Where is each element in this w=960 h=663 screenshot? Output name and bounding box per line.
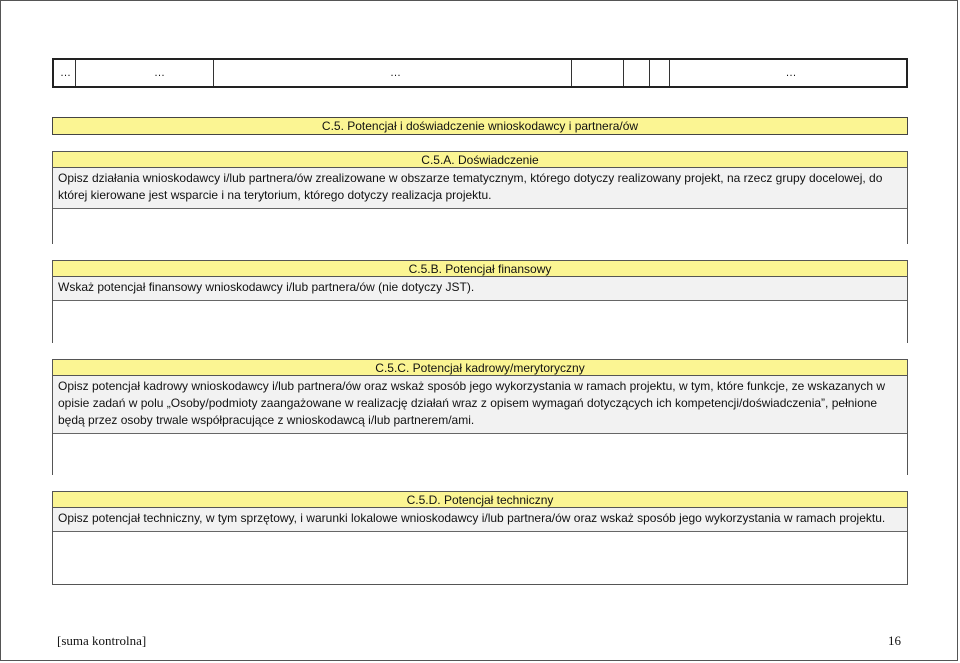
row-cell-7: … [785,67,797,79]
section-c5b-heading: C.5.B. Potencjał finansowy [53,261,907,277]
row-cell-2: … [76,60,214,86]
section-c5b [52,260,908,343]
checksum-label: [suma kontrolna] [57,633,147,648]
section-c5a-answer-field[interactable] [53,209,907,251]
row-cell-6 [650,60,670,86]
section-c5d-heading: C.5.D. Potencjał techniczny [53,492,907,508]
section-c5d-description: Opisz potencjał techniczny, w tym sprzętowy, i warunki lokalowe wnioskodawcy i/lub partnera/ów oraz wskaż sposób jego wykorzystania w ramach projektu. [53,508,907,532]
section-c5d-answer-field[interactable] [53,532,907,582]
section-c5c-heading: C.5.C. Potencjał kadrowy/merytoryczny [53,360,907,376]
section-c5a-heading: C.5.A. Doświadczenie [53,152,907,168]
continuation-row [52,58,908,88]
section-c5c-description: Opisz potencjał kadrowy wnioskodawcy i/lub partnera/ów oraz wskaż sposób jego wykorzystania w ramach projektu, w tym, które funkcje, ze wskazanych w opisie zadań w polu „Osoby/podmioty zaangażowane w realizację działań wraz z opisem wymagań dotyczących ich kompetencji/doświadczenia”, pełnione będą przez osoby trwale współpracujące z wnioskodawcą i/lub partnerem/ami. [53,376,907,434]
section-c5a-description: Opisz działania wnioskodawcy i/lub partnera/ów zrealizowane w obszarze tematycznym, którego dotyczy realizowany projekt, na rzecz grupy docelowej, do której kierowane jest wsparcie i na terytorium, którego dotyczy realizacja projektu. [53,168,907,209]
row-cell-1: … [54,60,76,86]
section-c5a [52,151,908,244]
row-cell-5 [624,60,650,86]
section-c5d [52,491,908,585]
section-c5b-description: Wskaż potencjał finansowy wnioskodawcy i/lub partnera/ów (nie dotyczy JST). [53,277,907,301]
section-c5c-answer-field[interactable] [53,434,907,478]
row-cell-4 [572,60,624,86]
section-c5b-answer-field[interactable] [53,301,907,343]
section-c5-title: C.5. Potencjał i doświadczenie wnioskodawcy i partnera/ów [52,117,908,135]
row-cell-3: … [214,60,572,86]
section-c5c [52,359,908,475]
page-number: 16 [888,633,901,648]
